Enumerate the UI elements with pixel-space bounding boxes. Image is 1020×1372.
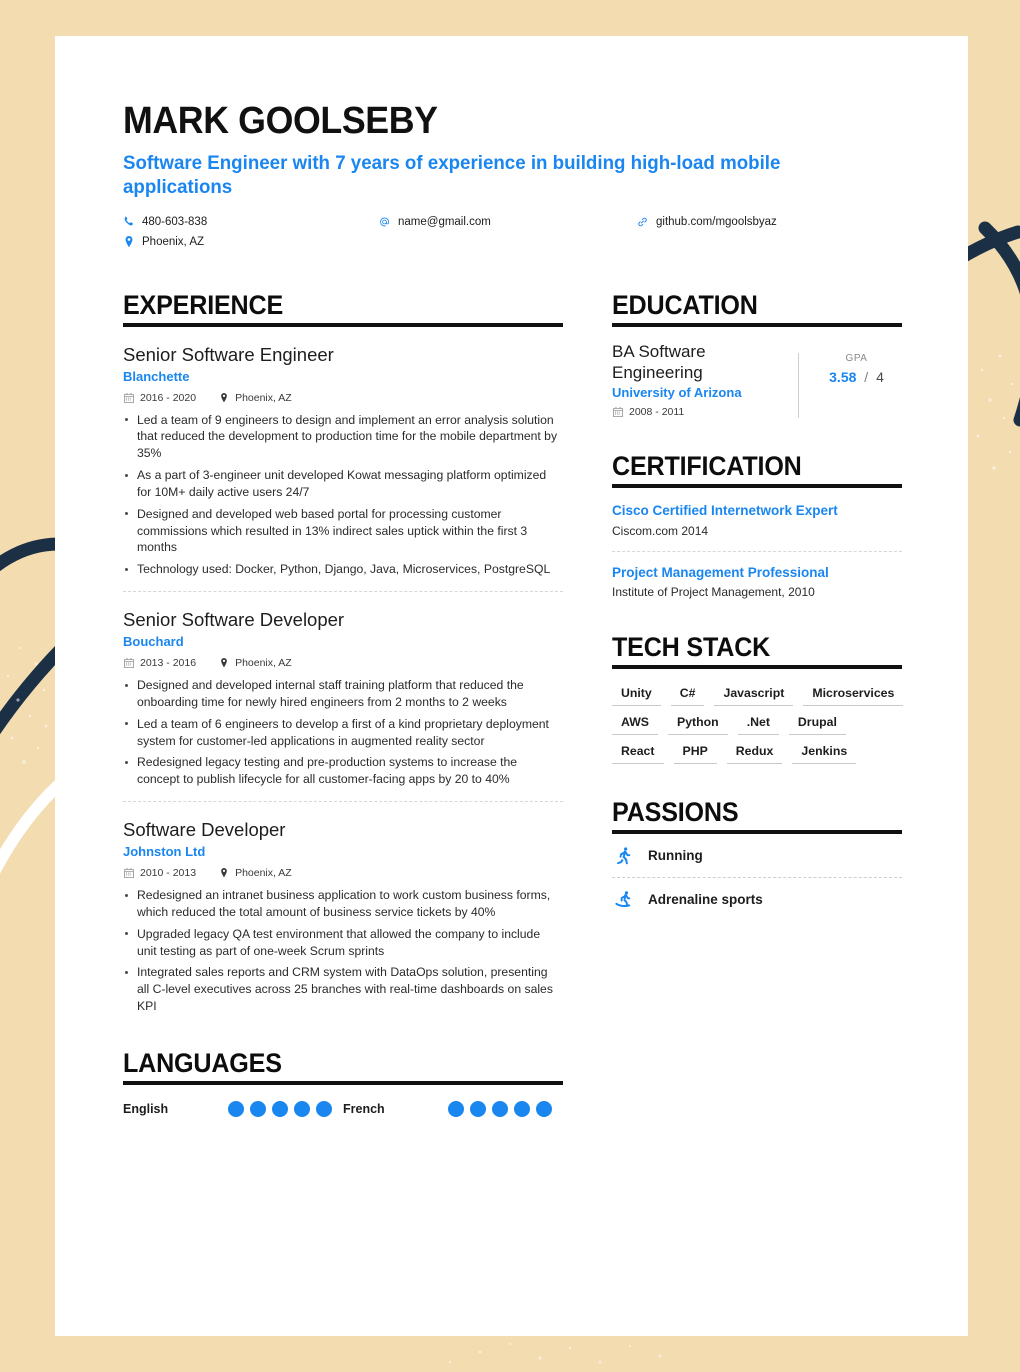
contact-row-1: [123, 212, 883, 233]
job-bullets: [123, 677, 563, 788]
candidate-headline: Software Engineer with 7 years of experience in building high-load mobile applications: [123, 151, 781, 199]
education-school: University of Arizona: [612, 385, 742, 401]
tech-tag: Jenkins: [792, 741, 856, 764]
contact-location: [123, 232, 379, 253]
tech-stack-list: [612, 683, 907, 764]
job-title: Software Developer: [123, 819, 286, 841]
gpa-max: 4: [876, 368, 884, 385]
languages-list: [123, 1101, 563, 1117]
contact-link[interactable]: [637, 212, 877, 233]
map-pin-icon: [218, 868, 229, 878]
calendar-icon: [123, 393, 134, 403]
tech-tag: Unity: [612, 683, 661, 706]
certification-org: Ciscom.com 2014: [612, 523, 709, 538]
job-dates: [123, 867, 196, 879]
section-certification: [612, 452, 902, 599]
section-tech-stack: [612, 633, 902, 764]
experience-item: [123, 592, 563, 802]
resume-header: [123, 102, 902, 253]
calendar-icon: [612, 407, 623, 417]
calendar-icon: [123, 868, 134, 878]
at-icon: [379, 216, 390, 228]
contact-row-2: [123, 232, 883, 253]
language-name: English: [123, 1101, 169, 1116]
section-languages: [123, 1049, 563, 1117]
tech-tag: .Net: [738, 712, 779, 735]
column-gap: [563, 291, 612, 1117]
level-dot: [448, 1101, 464, 1117]
resume-page: [55, 36, 968, 1336]
language-item: [343, 1101, 563, 1117]
language-level: [448, 1101, 552, 1117]
education-heading: EDUCATION: [612, 289, 758, 320]
left-column: [123, 291, 563, 1117]
job-meta: [123, 867, 563, 879]
map-pin-icon: [218, 658, 229, 668]
resume-columns: [123, 291, 902, 1117]
contact-location-value: Phoenix, AZ: [142, 236, 205, 249]
contact-link-value: github.com/mgoolsbyaz: [656, 215, 777, 228]
certification-item: [612, 488, 902, 552]
gpa-values: [811, 369, 902, 385]
job-bullet: Upgraded legacy QA test environment that allowed the company to include unit testing as part of one-week Scrum sprints: [123, 926, 563, 960]
section-experience: [123, 291, 563, 1015]
map-pin-icon: [218, 393, 229, 403]
language-name: French: [343, 1101, 385, 1116]
contact-email-value: name@gmail.com: [398, 215, 491, 228]
job-location: [218, 867, 292, 879]
tech-stack-heading: TECH STACK: [612, 632, 771, 663]
job-bullet: Designed and developed internal staff training platform that reduced the onboarding time for newly hired engineers from 2 months to 2 weeks: [123, 677, 563, 711]
job-dates-value: 2016 - 2020: [140, 391, 197, 404]
job-location: [218, 657, 292, 669]
job-bullet: Redesigned an intranet business application to work custom business forms, which reduced the total amount of business service tickets by 40%: [123, 887, 563, 921]
language-item: [123, 1101, 343, 1117]
job-location-value: Phoenix, AZ: [235, 867, 292, 880]
tech-tag: AWS: [612, 712, 658, 735]
tech-stack-rule: [612, 665, 902, 669]
passion-item: [612, 834, 902, 877]
education-dates-value: 2008 - 2011: [629, 406, 685, 419]
level-dot: [316, 1101, 332, 1117]
tech-tag: Javascript: [714, 683, 793, 706]
job-bullet: Led a team of 6 engineers to develop a first of a kind proprietary deployment system for customer-led applications in augmented reality sector: [123, 716, 563, 750]
passion-label: Running: [648, 848, 703, 864]
job-meta: [123, 392, 563, 404]
education-dates: [612, 406, 798, 418]
gpa-label: GPA: [845, 352, 868, 364]
job-bullet: Designed and developed web based portal for processing customer commissions which resulted in 13% indirect sales uptick within the first 3 months: [123, 506, 563, 556]
tech-tag: Drupal: [789, 712, 846, 735]
snowboarder-icon: [612, 888, 634, 912]
contact-email[interactable]: [379, 212, 637, 233]
education-main: [612, 341, 798, 419]
education-item: [612, 327, 902, 419]
languages-rule: [123, 1081, 563, 1085]
certification-heading: CERTIFICATION: [612, 451, 802, 482]
level-dot: [492, 1101, 508, 1117]
job-meta: [123, 657, 563, 669]
job-location-value: Phoenix, AZ: [235, 391, 292, 404]
job-title: Senior Software Developer: [123, 609, 345, 631]
job-bullet: Led a team of 9 engineers to design and implement an error analysis solution that reduced the development to production time for the mobile department by 35%: [123, 412, 563, 462]
job-dates: [123, 657, 196, 669]
job-location-value: Phoenix, AZ: [235, 657, 292, 670]
job-bullets: [123, 412, 563, 578]
right-column: [612, 291, 902, 1117]
passion-label: Adrenaline sports: [648, 892, 763, 908]
job-dates-value: 2010 - 2013: [140, 867, 197, 880]
certification-name: Cisco Certified Internetwork Expert: [612, 502, 838, 518]
candidate-name: MARK GOOLSEBY: [123, 100, 438, 142]
job-bullet: As a part of 3-engineer unit developed Kowat messaging platform optimized for 10M+ daily active users 24/7: [123, 467, 563, 501]
certification-item: [612, 552, 902, 600]
level-dot: [228, 1101, 244, 1117]
experience-heading: EXPERIENCE: [123, 289, 284, 320]
language-level: [228, 1101, 332, 1117]
level-dot: [250, 1101, 266, 1117]
job-company: Blanchette: [123, 368, 190, 384]
languages-heading: LANGUAGES: [123, 1047, 282, 1078]
tech-tag: PHP: [674, 741, 717, 764]
job-dates: [123, 392, 196, 404]
tech-tag: Microservices: [803, 683, 903, 706]
level-dot: [294, 1101, 310, 1117]
level-dot: [536, 1101, 552, 1117]
running-icon: [612, 844, 634, 868]
experience-item: [123, 802, 563, 1015]
section-education: [612, 291, 902, 418]
gpa-score: 3.58: [829, 368, 857, 385]
certification-name: Project Management Professional: [612, 564, 829, 580]
level-dot: [470, 1101, 486, 1117]
job-company: Johnston Ltd: [123, 844, 206, 860]
job-bullet: Integrated sales reports and CRM system with DataOps solution, presenting all C-level executives across 25 branches with real-time dashboards on sales KPI: [123, 964, 563, 1014]
section-passions: [612, 798, 902, 921]
tech-tag: React: [612, 741, 664, 764]
passions-heading: PASSIONS: [612, 796, 739, 827]
job-company: Bouchard: [123, 634, 184, 650]
tech-tag: Python: [668, 712, 728, 735]
contact-phone[interactable]: [123, 212, 379, 233]
contact-phone-value: 480-603-838: [142, 215, 208, 228]
calendar-icon: [123, 658, 134, 668]
education-degree: BA Software Engineering: [612, 341, 706, 382]
tech-tag: Redux: [727, 741, 783, 764]
map-pin-icon: [123, 236, 134, 248]
link-icon: [637, 216, 648, 228]
gpa-separator: /: [864, 368, 869, 385]
job-bullet: Redesigned legacy testing and pre-production systems to increase the concept to publish lifecycle for all customer-facing apps by 20 to 40%: [123, 754, 563, 788]
job-bullets: [123, 887, 563, 1015]
job-title: Senior Software Engineer: [123, 343, 334, 365]
level-dot: [272, 1101, 288, 1117]
gpa-block: [798, 353, 902, 419]
level-dot: [514, 1101, 530, 1117]
passion-item: [612, 877, 902, 921]
contact-block: [123, 212, 883, 253]
tech-tag: C#: [671, 683, 705, 706]
job-location: [218, 392, 292, 404]
job-bullet: Technology used: Docker, Python, Django, Java, Microservices, PostgreSQL: [123, 561, 563, 578]
phone-icon: [123, 216, 134, 227]
experience-item: [123, 327, 563, 592]
job-dates-value: 2013 - 2016: [140, 657, 197, 670]
certification-org: Institute of Project Management, 2010: [612, 585, 815, 600]
